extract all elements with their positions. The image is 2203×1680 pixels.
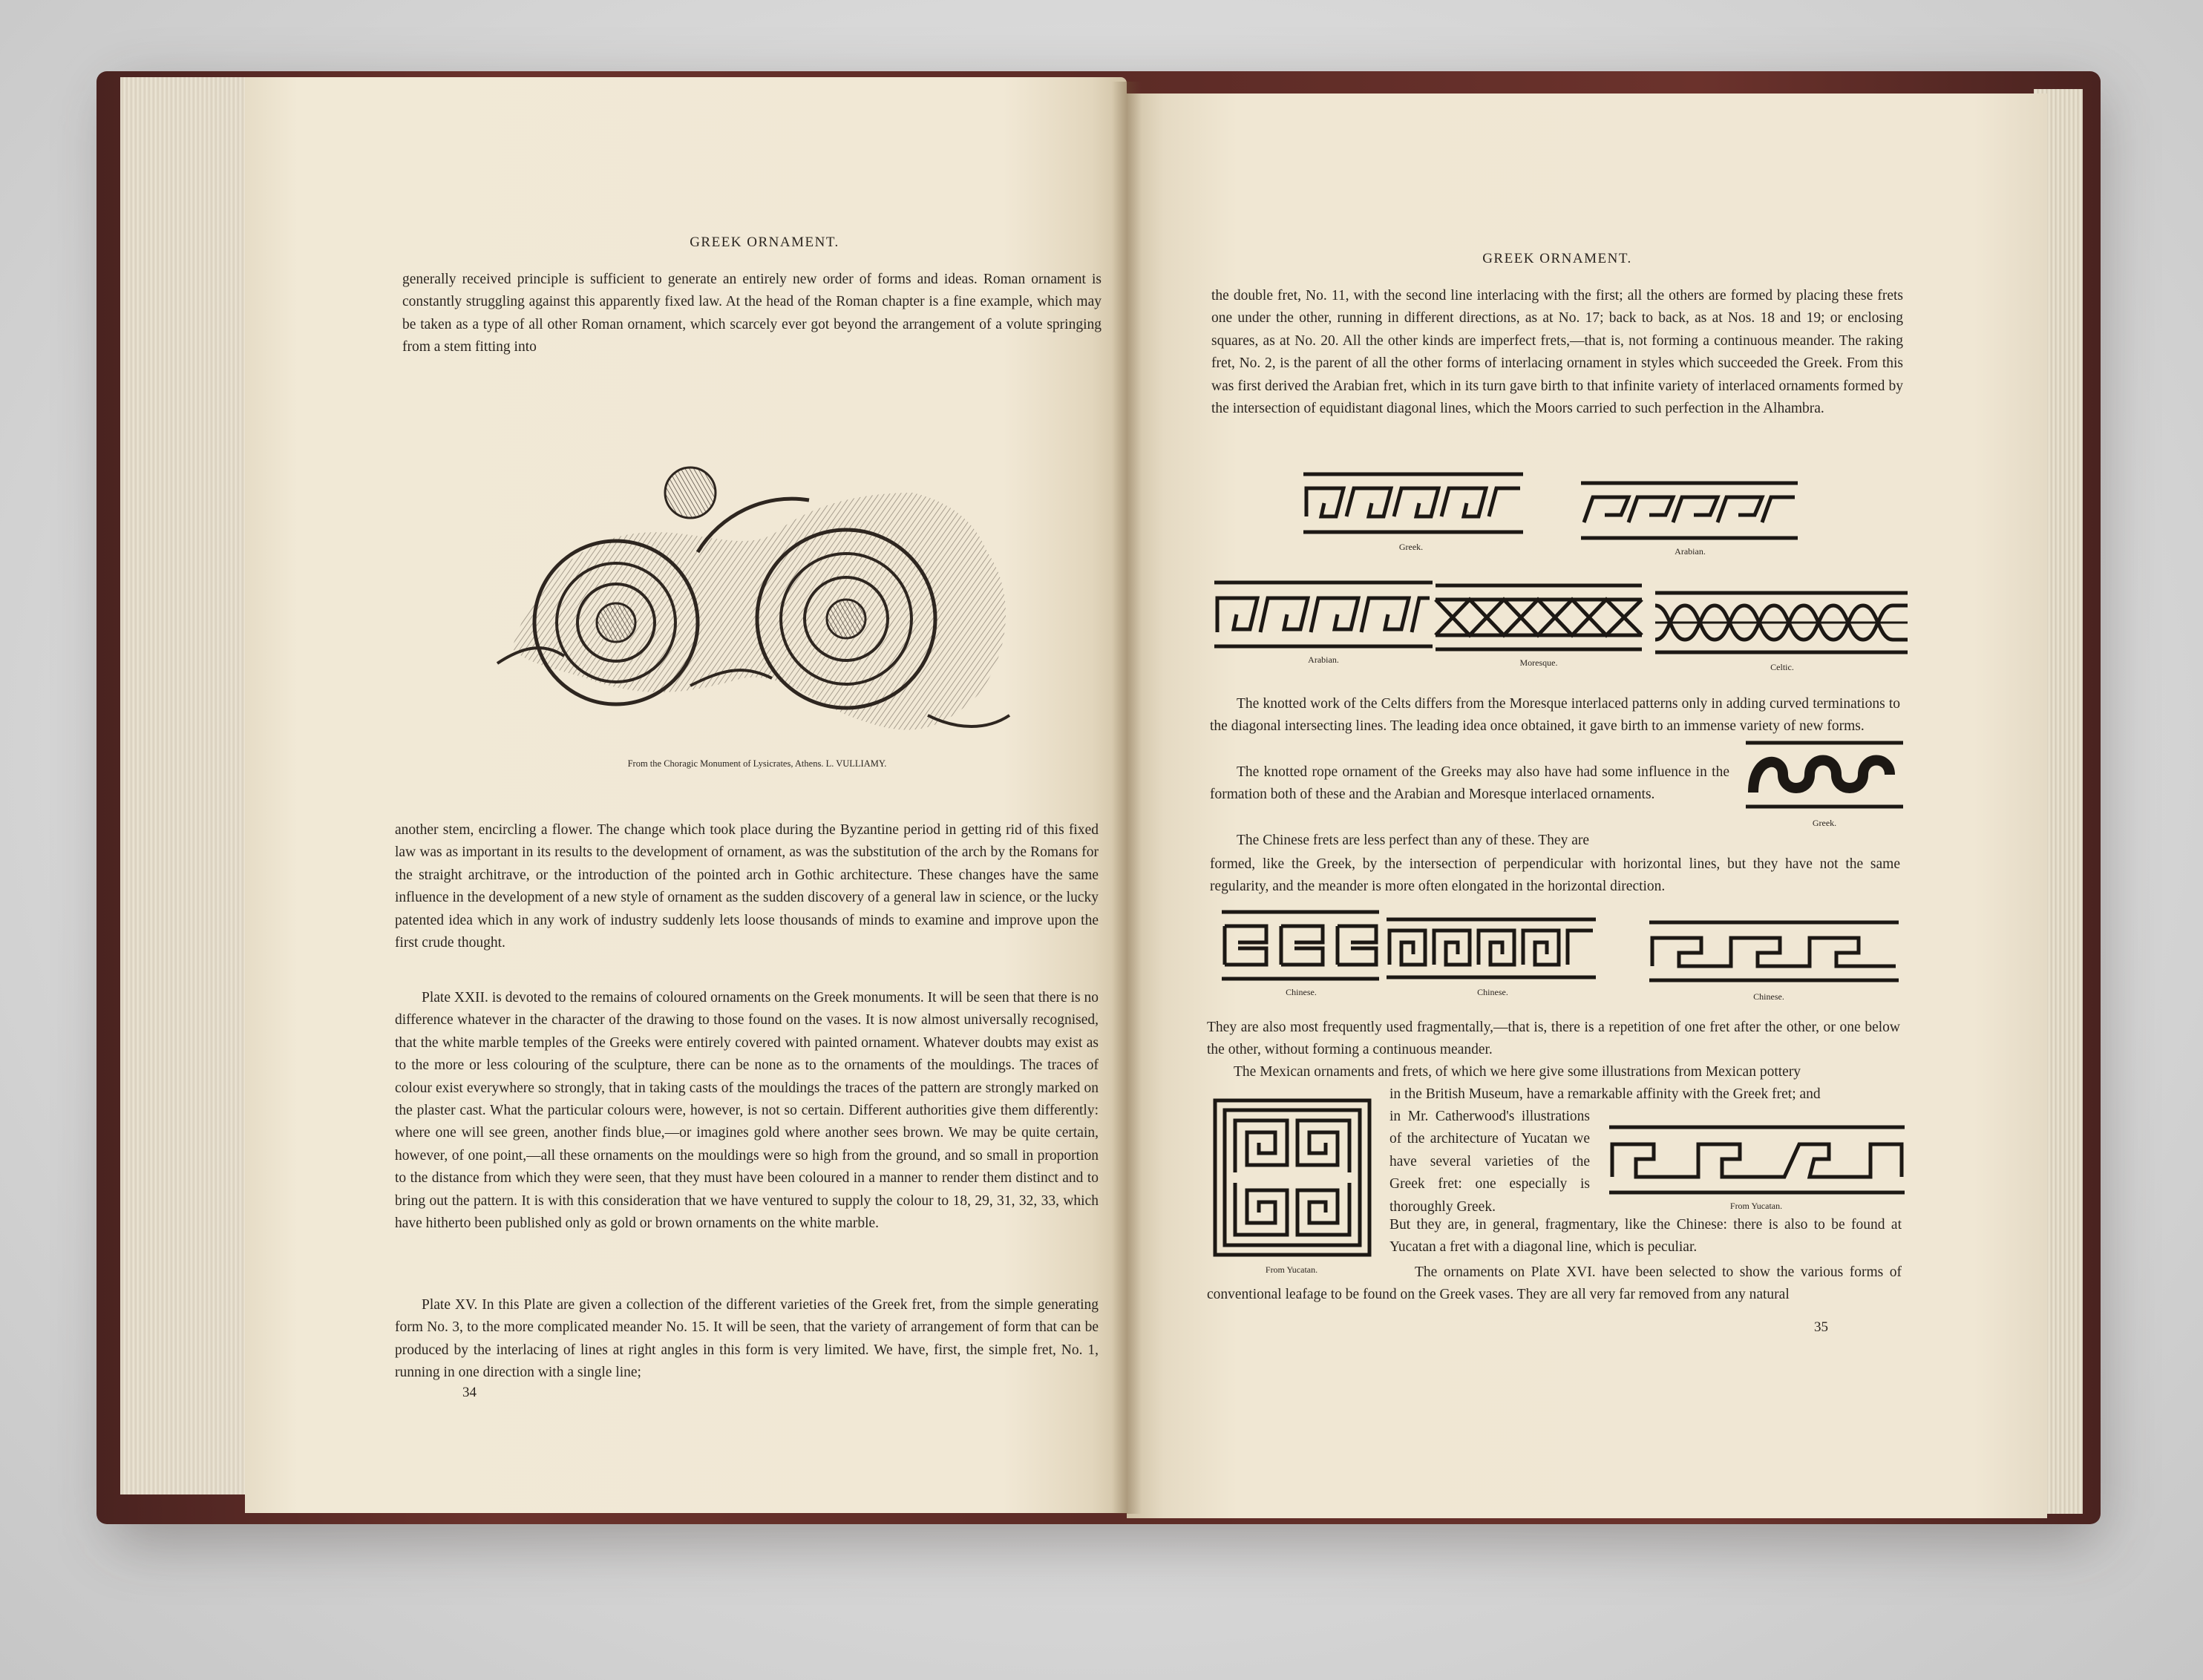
acanthus-scroll-illustration: [497, 448, 1017, 745]
caption-yucatan-square: From Yucatan.: [1265, 1264, 1318, 1275]
left-page: [245, 77, 1127, 1513]
caption-celtic: Celtic.: [1770, 662, 1794, 672]
caption-greek-rope: Greek.: [1812, 818, 1837, 828]
caption-arabian-fret: Arabian.: [1675, 546, 1706, 557]
caption-arabian-fret-2: Arabian.: [1308, 654, 1339, 665]
right-page-number: 35: [1814, 1319, 1828, 1335]
right-para-chinese-a: The Chinese frets are less perfect than any of these. They are: [1237, 833, 1590, 848]
left-para-plate22: Plate XXII. is devoted to the remains of coloured ornaments on the Greek monuments. It will be seen that there is no difference whatever in the character of the drawing to those found on the vases. It is now almost universally recognised, that the white marble temples of the Greeks were entirely covered with painted ornament. Whatever doubts may exist as to the more or less colouring of the sculpture, there can be none as to the ornaments of the mouldings. The traces of colour exist everywhere so strongly, that in taking casts of the mouldings the traces of the pattern are strongly marked on the plaster cast. What the particular colours were, however, is not so certain. Different authorities give them differently: where one will see green, another finds blue,—or imagines gold where another sees brown. We may be quite certain, however, of one point,—all these ornaments on the mouldings were so high from the ground, and so small in proportion to the distance from which they were seen, that they must have been coloured in a manner to render them distinct and to bring out the pattern. It is with this consideration that we have ventured to supply the colour to 18, 29, 31, 32, 33, which have hitherto been published only as gold or brown ornaments on the white marble.: [395, 990, 1099, 1232]
caption-yucatan-band: From Yucatan.: [1729, 1201, 1783, 1211]
chinese-fret-1: [1222, 910, 1379, 981]
right-para-plate16: The ornaments on Plate XVI. have been selected to show the various forms of conventional leafage to be found on the Greek vases. They are all very far removed from any natural: [1207, 1264, 1902, 1303]
celtic-knot-band: [1655, 591, 1908, 654]
caption-moresque: Moresque.: [1519, 657, 1558, 668]
right-running-head: GREEK ORNAMENT.: [1482, 251, 1632, 266]
left-para-plate15: Plate XV. In this Plate are given a collection of the different varieties of the Greek fret, from the simple generating form No. 3, to the more complicated meander No. 15. It will be seen, that the variety of arrangement of form that can be produced by the interlacing of lines at right angles in this form is very limited. We have, first, the simple fret, No. 1, running in one direction with a single line;: [395, 1297, 1099, 1381]
right-para-mexican-b: in the British Museum, have a remarkable affinity with the Greek fret; and: [1389, 1086, 1821, 1102]
greek-fret-band: [1303, 472, 1523, 534]
caption-chinese-1: Chinese.: [1286, 987, 1317, 997]
left-page-number: 34: [462, 1385, 477, 1400]
right-para-fret: the double fret, No. 11, with the second line interlacing with the first; all the others are formed by placing these frets one under the other, running in different directions, as at No. 17; back to back, as at Nos. 18 and 19; or enclosing squares, as at No. 20. All the other kinds are imperfect frets,—that is, not forming a continuous meander. The raking fret, No. 2, is the parent of all the other forms of interlacing ornament in styles which succeeded the Greek. From this was first derived the Arabian fret, which in its turn gave birth to that infinite variety of interlaced ornaments formed by the intersection of equidistant diagonal lines, which the Moors carried to such perfection in the Alhambra.: [1211, 288, 1903, 417]
yucatan-square-fret: [1213, 1098, 1372, 1257]
left-para-stem: another stem, encircling a flower. The change which took place during the Byzantine period in getting rid of this fixed law was as important in its results to the development of ornament, as was the substitution of the arch by the Romans for the straight architrave, or the introduction of the pointed arch in Gothic architecture. These changes have the same influence in the development of a new style of ornament as the sudden discovery of a general law in science, or the lucky patented idea which in any work of industry suddenly lets loose thousands of minds to examine and improve upon the first crude thought.: [395, 822, 1099, 951]
chinese-fret-2: [1387, 917, 1596, 980]
left-para-intro: generally received principle is sufficient to generate an entirely new order of forms and ideas. Roman ornament is constantly struggling against this apparently fixed law. At the head of the Roman chapter is a fine example, which may be taken as a type of all other Roman ornament, which scarcely ever got beyond the arrangement of a volute springing from a stem fitting into: [402, 272, 1102, 355]
greek-rope-ornament: [1746, 741, 1903, 809]
right-para-fragmentary: But they are, in general, fragmentary, like the Chinese: there is also to be found at Yucatan a fret with a diagonal line, which is peculiar.: [1389, 1217, 1902, 1256]
right-para-mexican-c: in Mr. Catherwood's illustrations of the architecture of Yucatan we have several varieties of the Greek fret: one especially is thoroughly Greek.: [1389, 1109, 1590, 1215]
book-gutter: [1112, 82, 1142, 1514]
caption-chinese-2: Chinese.: [1477, 987, 1508, 997]
left-running-head: GREEK ORNAMENT.: [690, 234, 839, 250]
moresque-interlace-band: [1436, 583, 1642, 652]
arabian-fret-band: [1581, 481, 1798, 540]
right-para-rope: The knotted rope ornament of the Greeks may also have had some influence in the formation both of these and the Arabian and Moresque interlaced ornaments.: [1210, 764, 1729, 803]
right-para-celts: The knotted work of the Celts differs from the Moresque interlaced patterns only in adding curved terminations to the diagonal intersecting lines. The leading idea once obtained, it gave birth to an immense variety of new forms.: [1210, 696, 1900, 735]
left-figure-caption: From the Choragic Monument of Lysicrates, Athens. L. VULLIAMY.: [627, 758, 887, 769]
right-para-mexican-a: The Mexican ornaments and frets, of which we here give some illustrations from Mexican pottery: [1234, 1064, 1801, 1080]
right-page: [1127, 93, 2047, 1518]
caption-chinese-3: Chinese.: [1753, 991, 1784, 1002]
arabian-fret-band-2: [1214, 580, 1433, 649]
caption-greek-fret: Greek.: [1398, 542, 1424, 552]
chinese-fret-3: [1649, 920, 1899, 982]
right-para-fragment: They are also most frequently used fragmentally,—that is, there is a repetition of one fret after the other, or one below the other, without forming a continuous meander.: [1207, 1020, 1900, 1058]
right-para-chinese-b: formed, like the Greek, by the intersection of perpendicular with horizontal lines, but they have not the same regularity, and the meander is more often elongated in the horizontal direction.: [1210, 856, 1900, 895]
yucatan-fret-band: [1609, 1125, 1905, 1195]
